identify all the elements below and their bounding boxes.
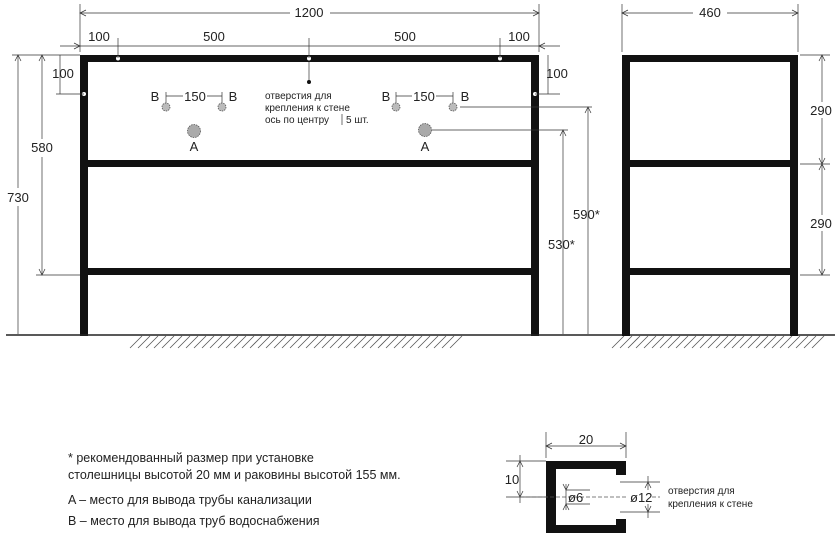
frame-left-leg [80,55,88,336]
side-back-leg [790,55,798,336]
sewer-pipe-hole [419,124,432,137]
label-b-right-2: B [460,89,470,104]
wall-holes-note-count: 5 шт. [346,115,369,126]
dim-segment-4: 100 [508,29,530,44]
dim-profile-width: 20 [578,432,594,447]
dim-segment-3: 500 [394,29,416,44]
dim-overall-width: 1200 [294,5,324,20]
label-a-right: A [420,139,430,154]
label-b-right-1: B [381,89,391,104]
dim-segment-1: 100 [88,29,110,44]
dim-590: 590* [573,207,600,222]
wall-holes-note-line2: крепления к стене [265,103,350,114]
profile-note-line1: отверстия для [668,486,735,497]
dim-total-height: 730 [7,190,29,205]
floor-hatch-front [130,336,462,348]
wall-holes-note-line1: отверстия для [265,91,332,102]
profile-detail [505,432,754,533]
frame-right-leg [531,55,539,336]
dim-lower-height: 290 [810,216,832,231]
water-pipe-hole [449,103,457,111]
label-b-left-1: B [150,89,160,104]
dim-upper-height: 290 [810,103,832,118]
legend-line-2: столешницы высотой 20 мм и раковины высотой 155 мм. [68,468,401,482]
side-front-leg [622,55,630,336]
front-view [4,4,600,336]
dim-530: 530* [548,237,575,252]
dim-hole-offset-right: 100 [546,66,568,81]
dim-segment-2: 500 [203,29,225,44]
label-b-left-2: B [228,89,238,104]
water-pipe-hole [218,103,226,111]
dim-hole-spacing-left: 150 [184,89,206,104]
side-view [622,4,835,336]
legend [68,451,401,528]
side-middle-rail [622,160,798,167]
dim-shelf-height: 580 [31,140,53,155]
dim-outer-diameter: ø12 [630,490,653,505]
frame-middle-rail [80,160,539,167]
dim-profile-height: 10 [504,472,520,487]
floor-hatch-side [612,336,824,348]
profile-note-line2: крепления к стене [668,499,753,510]
side-top-rail [622,55,798,62]
dim-hole-offset-left: 100 [52,66,74,81]
label-a-left: A [189,139,199,154]
water-pipe-hole [162,103,170,111]
sewer-pipe-hole [188,125,201,138]
frame-lower-rail [80,268,539,275]
side-lower-rail [622,268,798,275]
wall-holes-note-line3: ось по центру [265,115,330,126]
dim-inner-diameter: ø6 [568,490,584,505]
dim-depth: 460 [699,5,721,20]
water-pipe-hole [392,103,400,111]
legend-line-3: A – место для вывода трубы канализации [68,493,312,507]
legend-line-4: B – место для вывода труб водоснабжения [68,514,320,528]
dim-hole-spacing-right: 150 [413,89,435,104]
legend-line-1: * рекомендованный размер при установке [68,451,314,465]
